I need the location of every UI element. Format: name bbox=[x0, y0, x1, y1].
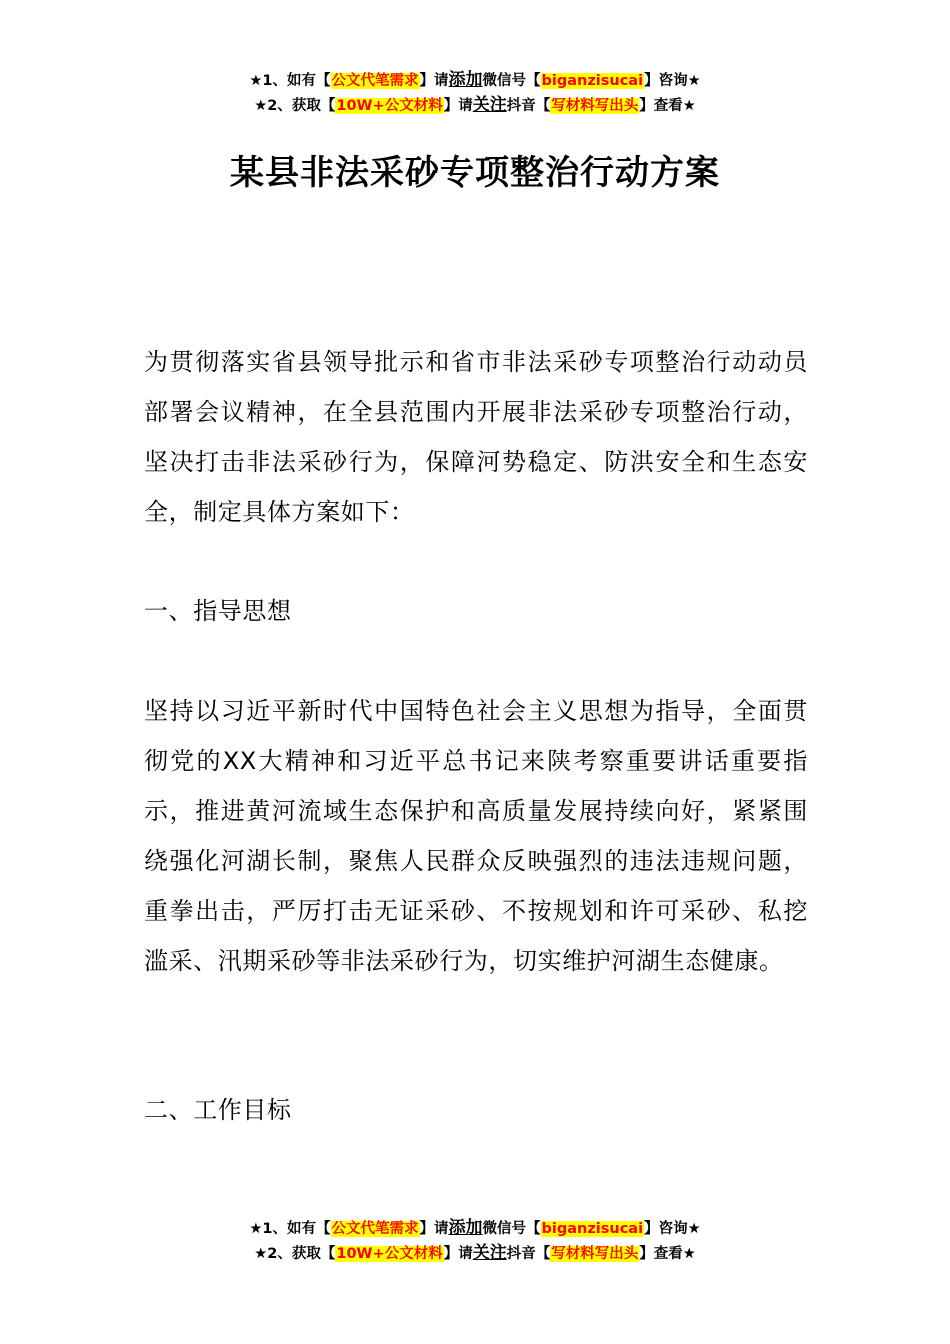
banner-emphasis: 添加 bbox=[448, 70, 483, 90]
banner-highlight: 公文代笔需求 bbox=[331, 73, 419, 89]
banner-emphasis: 关注 bbox=[472, 95, 507, 115]
banner-text: 】咨询★ bbox=[644, 1221, 701, 1237]
banner-line-1 bbox=[0, 1216, 950, 1241]
banner-text: 】查看★ bbox=[639, 98, 696, 114]
banner-highlight: 写材料写出头 bbox=[551, 98, 639, 114]
banner-text: ★1、如有【 bbox=[249, 73, 331, 89]
intro-paragraph: 为贯彻落实省县领导批示和省市非法采砂专项整治行动动员部署会议精神，在全县范围内开展非法采砂专项整治行动，坚决打击非法采砂行为，保障河势稳定、防洪安全和生态安全，制定具体方案如下： bbox=[144, 348, 808, 526]
section-heading-guiding-ideology: 一、指导思想 bbox=[144, 597, 292, 625]
header-banner bbox=[0, 68, 950, 118]
banner-line-2 bbox=[0, 93, 950, 118]
banner-highlight: biganzisucai bbox=[541, 1221, 644, 1237]
banner-text: 】请 bbox=[419, 1221, 449, 1237]
banner-line-1 bbox=[0, 68, 950, 93]
banner-text: 】请 bbox=[419, 73, 449, 89]
banner-text: 微信号【 bbox=[482, 1221, 541, 1237]
banner-highlight: biganzisucai bbox=[541, 73, 644, 89]
footer-banner bbox=[0, 1216, 950, 1266]
banner-line-2 bbox=[0, 1241, 950, 1266]
banner-text: 抖音【 bbox=[506, 98, 551, 114]
banner-text: 】请 bbox=[443, 98, 473, 114]
banner-text: 微信号【 bbox=[482, 73, 541, 89]
banner-emphasis: 关注 bbox=[472, 1243, 507, 1263]
banner-text: 】请 bbox=[443, 1246, 473, 1262]
section-heading-work-goals: 二、工作目标 bbox=[144, 1096, 292, 1124]
banner-text: ★1、如有【 bbox=[249, 1221, 331, 1237]
banner-text: 】咨询★ bbox=[644, 73, 701, 89]
banner-text: ★2、获取【 bbox=[254, 98, 336, 114]
banner-text: ★2、获取【 bbox=[254, 1246, 336, 1262]
document-title: 某县非法采砂专项整治行动方案 bbox=[230, 153, 720, 193]
banner-emphasis: 添加 bbox=[448, 1218, 483, 1238]
banner-highlight: 10W+公文材料 bbox=[336, 1246, 443, 1262]
guiding-ideology-paragraph: 坚持以习近平新时代中国特色社会主义思想为指导，全面贯彻党的XX大精神和习近平总书记来陕考察重要讲话重要指示，推进黄河流域生态保护和高质量发展持续向好，紧紧围绕强化河湖长制，聚焦人民群众反映强烈的违法违规问题，重拳出击，严厉打击无证采砂、不按规划和许可采砂、私挖滥采、汛期采砂等非法采砂行为，切实维护河湖生态健康。 bbox=[144, 697, 808, 975]
banner-text: 】查看★ bbox=[639, 1246, 696, 1262]
banner-highlight: 10W+公文材料 bbox=[336, 98, 443, 114]
banner-highlight: 写材料写出头 bbox=[551, 1246, 639, 1262]
banner-text: 抖音【 bbox=[506, 1246, 551, 1262]
banner-highlight: 公文代笔需求 bbox=[331, 1221, 419, 1237]
